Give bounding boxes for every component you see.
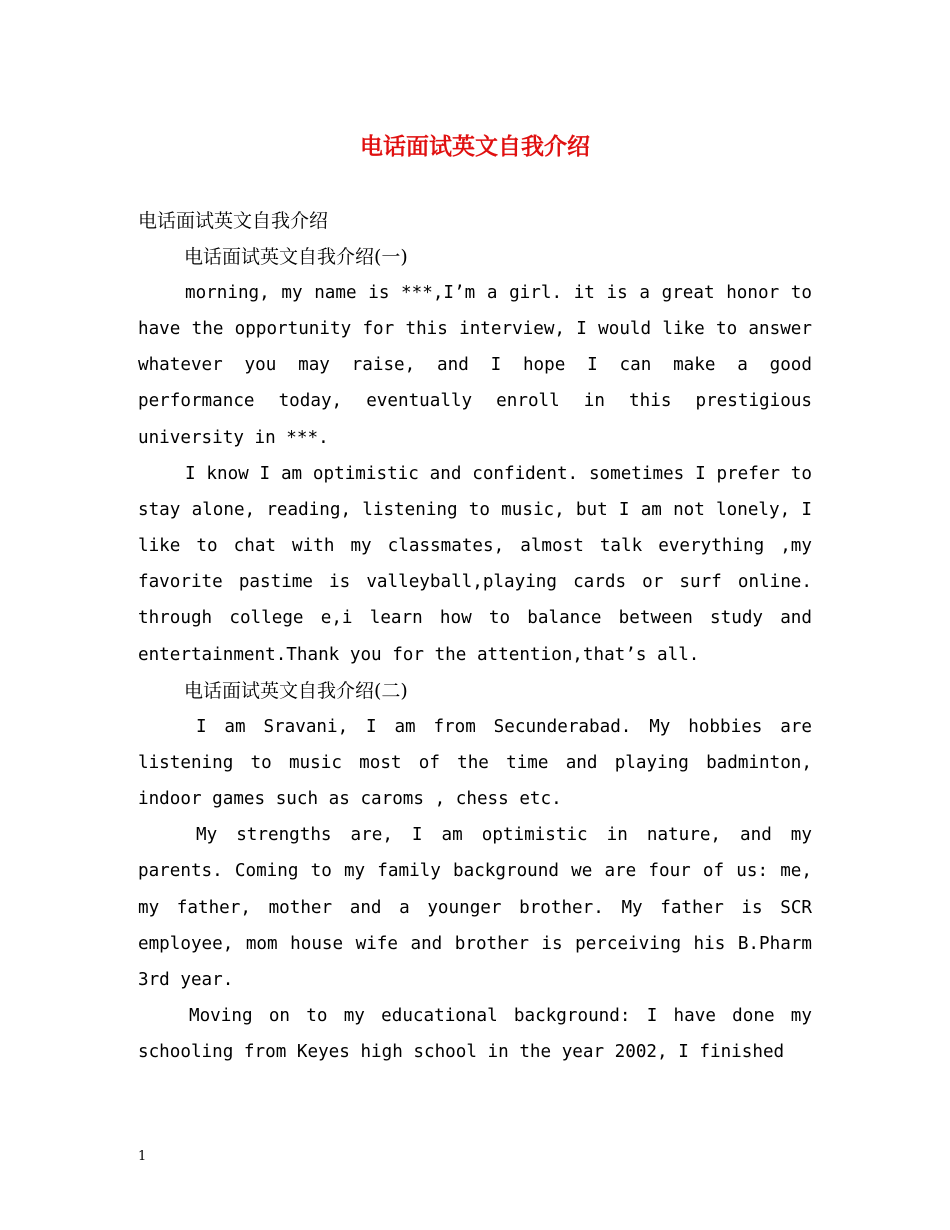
section-2-heading: 电话面试英文自我介绍(二): [184, 679, 408, 702]
section-2-paragraph-1: I am Sravani, I am from Secunderabad. My hobbies are listening to music most of the time and playing badminton, indoor games such as caroms , chess etc.: [138, 716, 812, 810]
document-title: 电话面试英文自我介绍: [360, 133, 590, 160]
section-1-paragraph-2: I know I am optimistic and confident. sometimes I prefer to stay alone, reading, listening to music, but I am not lonely, I like to chat with my classmates, almost talk everything ,my favorite pastime is valleyball,playing cards or surf online. through college e,i learn how to balance between study and entertainment.Thank you for the attention,that’s all.: [138, 463, 812, 665]
section-1-paragraph-1: morning, my name is ***,I’m a girl. it is a great honor to have the opportunity for this interview, I would like to answer whatever you may raise, and I hope I can make a good performance today, eventually enroll in this prestigious university in ***.: [138, 283, 812, 448]
section-2-paragraph-2: My strengths are, I am optimistic in nature, and my parents. Coming to my family background we are four of us: me, my father, mother and a younger brother. My father is SCR employee, mom house wife and brother is perceiving his B.Pharm 3rd year.: [138, 825, 812, 990]
page-number: 1: [138, 1149, 147, 1164]
section-2-paragraph-3: Moving on to my educational background: I have done my schooling from Keyes high school in the year 2002, I finished: [138, 1005, 812, 1063]
section-1-heading: 电话面试英文自我介绍(一): [184, 246, 408, 268]
main-heading: 电话面试英文自我介绍: [138, 210, 329, 232]
document-body: [138, 203, 812, 1070]
